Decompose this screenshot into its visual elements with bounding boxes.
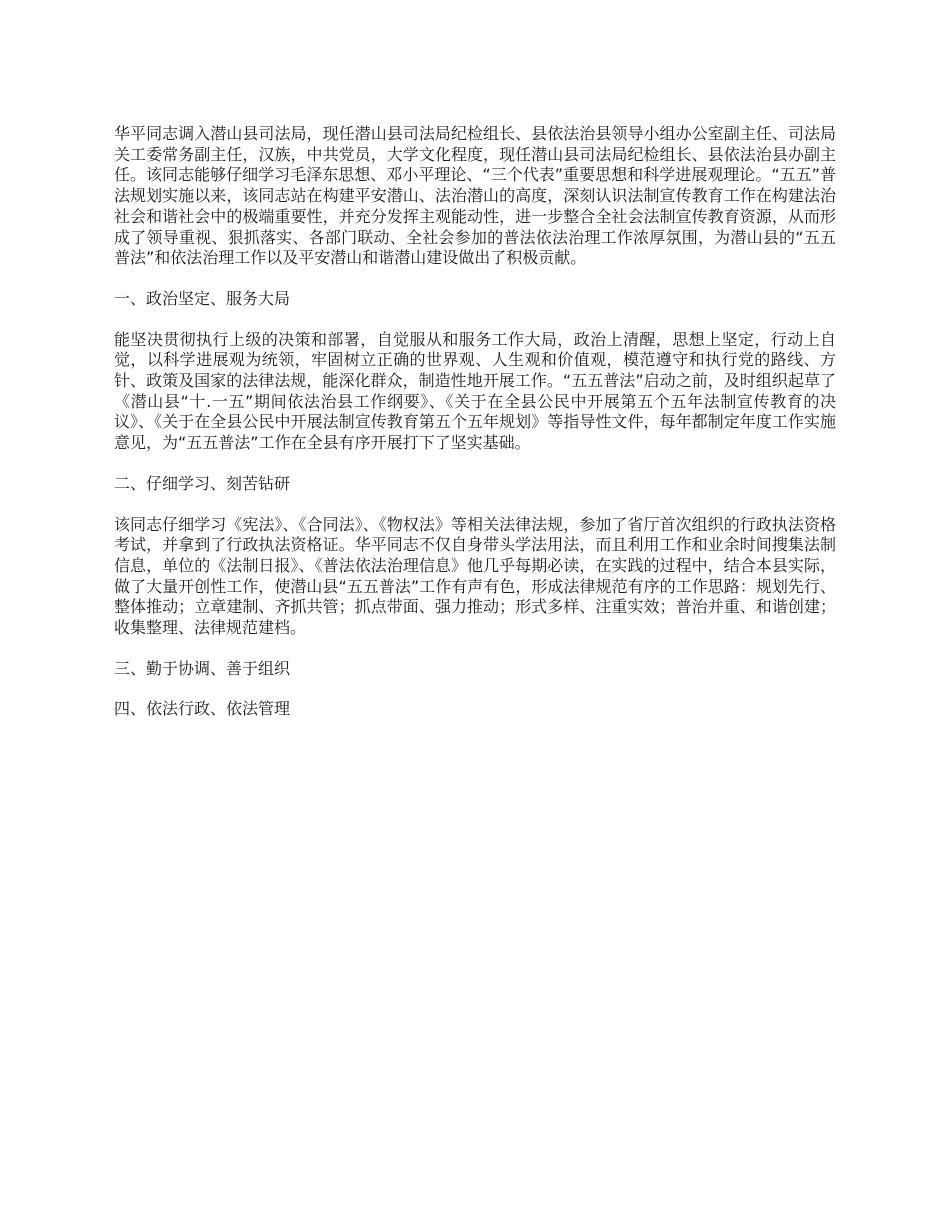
document-body: [114, 124, 836, 720]
section-1-paragraph: 能坚决贯彻执行上级的决策和部署，自觉服从和服务工作大局，政治上清醒，思想上坚定，行动上自觉，以科学进展观为统领，牢固树立正确的世界观、人生观和价值观，模范遵守和执行党的路线、方针、政策及国家的法律法规，能深化群众，制造性地开展工作。“五五普法”启动之前，及时组织起草了《潜山县“十.一五”期间依法治县工作纲要》、《关于在全县公民中开展第五个五年法制宣传教育的决议》、《关于在全县公民中开展法制宣传教育第五个五年规划》等指导性文件，每年都制定年度工作实施意见，为“五五普法”工作在全县有序开展打下了坚实基础。: [114, 329, 836, 453]
section-heading-4: 四、依法行政、依法管理: [114, 699, 291, 719]
intro-paragraph: 华平同志调入潜山县司法局，现任潜山县司法局纪检组长、县依法治县领导小组办公室副主任、司法局关工委常务副主任，汉族，中共党员，大学文化程度，现任潜山县司法局纪检组长、县依法治县办副主任。该同志能够仔细学习毛泽东思想、邓小平理论、“三个代表”重要思想和科学进展观理论。“五五”普法规划实施以来，该同志站在构建平安潜山、法治潜山的高度，深刻认识法制宣传教育工作在构建法治社会和谐社会中的极端重要性，并充分发挥主观能动性，进一步整合全社会法制宣传教育资源，从而形成了领导重视、狠抓落实、各部门联动、全社会参加的普法依法治理工作浓厚氛围，为潜山县的“五五普法”和依法治理工作以及平安潜山和谐潜山建设做出了积极贡献。: [114, 124, 836, 268]
section-2-paragraph: 该同志仔细学习《宪法》、《合同法》、《物权法》等相关法律法规，参加了省厅首次组织的行政执法资格考试，并拿到了行政执法资格证。华平同志不仅自身带头学法用法，而且利用工作和业余时间搜集法制信息，单位的《法制日报》、《普法依法治理信息》他几乎每期必读，在实践的过程中，结合本县实际，做了大量开创性工作，使潜山县“五五普法”工作有声有色，形成法律规范有序的工作思路：规划先行、整体推动；立章建制、齐抓共管；抓点带面、强力推动；形式多样、注重实效；普治并重、和谐创建；收集整理、法律规范建档。: [114, 514, 836, 638]
section-heading-1: 一、政治坚定、服务大局: [114, 288, 291, 308]
section-heading-3: 三、勤于协调、善于组织: [114, 658, 291, 678]
section-heading-2: 二、仔细学习、刻苦钻研: [114, 473, 291, 493]
